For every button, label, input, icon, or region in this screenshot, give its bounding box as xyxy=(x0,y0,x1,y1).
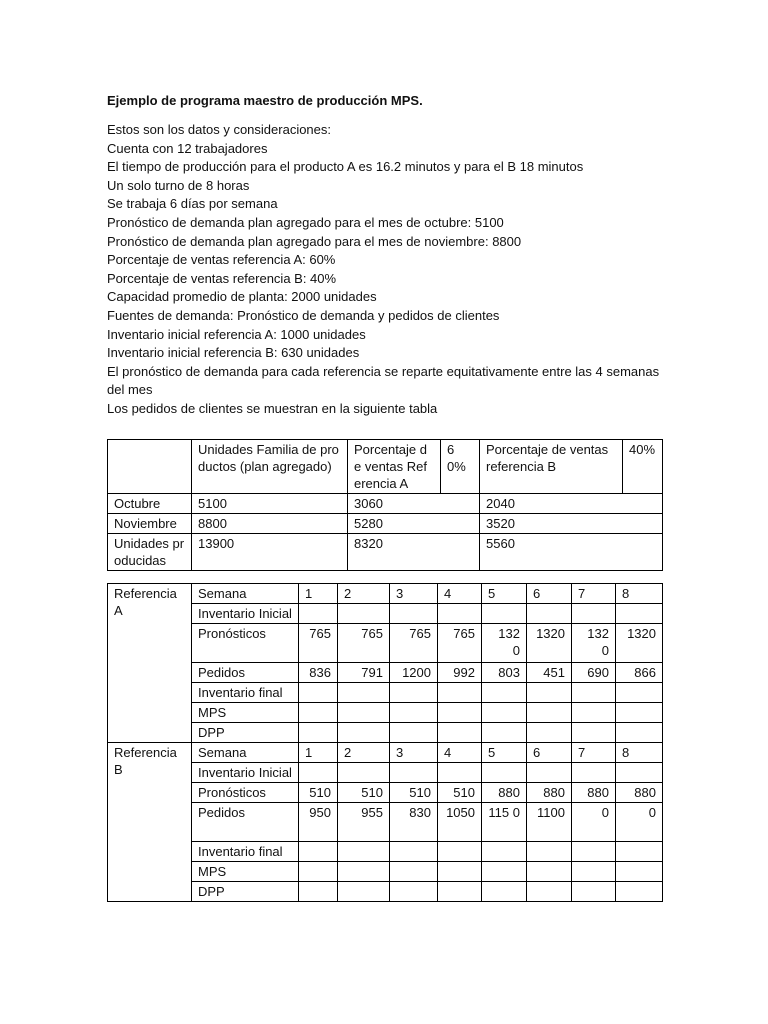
table-row-inv-final xyxy=(108,683,663,703)
table-cell xyxy=(338,862,390,882)
table-cell xyxy=(390,882,438,902)
table-cell xyxy=(572,604,616,624)
table-cell: 6 xyxy=(527,743,572,763)
table-cell xyxy=(299,723,338,743)
table-row-pedidos xyxy=(108,663,663,683)
mps-table xyxy=(107,583,663,902)
table-cell: 115 0 xyxy=(482,803,527,842)
table-cell: 132 0 xyxy=(572,624,616,663)
table-cell: 880 xyxy=(527,783,572,803)
table-cell: Porcentaje de ventas referencia B xyxy=(480,440,623,494)
text-line: Porcentaje de ventas referencia A: 60% xyxy=(107,252,336,268)
table-cell: 3520 xyxy=(480,514,663,534)
table-cell xyxy=(482,882,527,902)
row-label: Semana xyxy=(192,584,299,604)
table-row xyxy=(108,534,663,571)
table-row-inv-inicial xyxy=(108,763,663,783)
table-cell xyxy=(616,703,663,723)
table-cell: 830 xyxy=(390,803,438,842)
table-cell xyxy=(390,763,438,783)
row-label: Pronósticos xyxy=(192,624,299,663)
table-cell xyxy=(527,862,572,882)
text-line: Se trabaja 6 días por semana xyxy=(107,196,278,212)
table-cell xyxy=(338,604,390,624)
table-row-pedidos xyxy=(108,803,663,842)
text-line: Cuenta con 12 trabajadores xyxy=(107,140,268,156)
row-label: Inventario Inicial xyxy=(192,763,299,783)
table-cell xyxy=(482,723,527,743)
table-cell: 765 xyxy=(390,624,438,663)
table-cell xyxy=(616,882,663,902)
table-cell xyxy=(482,842,527,862)
table-row-semana xyxy=(108,584,663,604)
table-cell xyxy=(299,683,338,703)
table-cell xyxy=(338,763,390,783)
table-cell xyxy=(438,882,482,902)
table-cell: 7 xyxy=(572,584,616,604)
table-cell xyxy=(338,842,390,862)
table-cell: 4 xyxy=(438,743,482,763)
table-cell: 5 xyxy=(482,743,527,763)
table-cell xyxy=(299,842,338,862)
table-cell xyxy=(616,723,663,743)
table-cell: 5560 xyxy=(480,534,663,571)
table-cell: 3 xyxy=(390,584,438,604)
table-cell xyxy=(527,882,572,902)
table-cell xyxy=(390,862,438,882)
text-line: Pronóstico de demanda plan agregado para el mes de noviembre: 8800 xyxy=(107,233,522,249)
table-cell: 8 xyxy=(616,743,663,763)
row-label: Pedidos xyxy=(192,803,299,842)
table-cell xyxy=(108,440,192,494)
table-cell: 8800 xyxy=(192,514,348,534)
text-line: El pronóstico de demanda para cada referencia se reparte equitativamente entre las 4 semanas del mes xyxy=(107,363,660,398)
table-cell xyxy=(527,703,572,723)
row-label: MPS xyxy=(192,862,299,882)
table-cell: 1200 xyxy=(390,663,438,683)
table-cell: 791 xyxy=(338,663,390,683)
table-cell: 765 xyxy=(338,624,390,663)
table-row xyxy=(108,494,663,514)
table-cell xyxy=(438,723,482,743)
table-row-dpp xyxy=(108,723,663,743)
row-label: Pedidos xyxy=(192,663,299,683)
table-cell xyxy=(572,703,616,723)
table-cell xyxy=(299,862,338,882)
table-cell: 690 xyxy=(572,663,616,683)
table-cell: 955 xyxy=(338,803,390,842)
aggregate-plan-table xyxy=(107,439,663,571)
table-cell xyxy=(438,683,482,703)
table-cell: 5 xyxy=(482,584,527,604)
table-cell: 1320 xyxy=(616,624,663,663)
table-cell xyxy=(527,683,572,703)
table-cell xyxy=(338,882,390,902)
table-cell: 510 xyxy=(390,783,438,803)
row-label: Semana xyxy=(192,743,299,763)
table-cell: 1050 xyxy=(438,803,482,842)
table-cell xyxy=(299,604,338,624)
table-cell xyxy=(482,683,527,703)
text-line: Inventario inicial referencia A: 1000 unidades xyxy=(107,326,366,342)
text-line: El tiempo de producción para el producto A es 16.2 minutos y para el B 18 minutos xyxy=(107,159,584,175)
table-cell: 40% xyxy=(623,440,663,494)
text-line: Pronóstico de demanda plan agregado para el mes de octubre: 5100 xyxy=(107,214,504,230)
table-cell: 0 xyxy=(616,803,663,842)
considerations-list xyxy=(107,121,667,419)
document-title: Ejemplo de programa maestro de producción MPS. xyxy=(107,93,423,108)
row-label: MPS xyxy=(192,703,299,723)
table-row-inv-final xyxy=(108,842,663,862)
table-cell xyxy=(390,683,438,703)
table-cell: 1320 xyxy=(527,624,572,663)
table-cell xyxy=(299,882,338,902)
table-cell: 0 xyxy=(572,803,616,842)
table-cell xyxy=(572,842,616,862)
table-cell xyxy=(616,763,663,783)
table-cell xyxy=(438,763,482,783)
row-label: Octubre xyxy=(108,494,192,514)
table-cell: 992 xyxy=(438,663,482,683)
table-cell: 8320 xyxy=(348,534,480,571)
table-cell xyxy=(438,604,482,624)
table-cell xyxy=(338,683,390,703)
text-line: Los pedidos de clientes se muestran en la siguiente tabla xyxy=(107,400,438,416)
table-cell: 7 xyxy=(572,743,616,763)
table-cell xyxy=(572,763,616,783)
row-label: Inventario final xyxy=(192,683,299,703)
table-cell: Porcentaje de ventas Referencia A xyxy=(348,440,441,494)
table-cell: 510 xyxy=(299,783,338,803)
reference-name: Referencia B xyxy=(108,743,192,902)
table-cell: 132 0 xyxy=(482,624,527,663)
table-cell: 866 xyxy=(616,663,663,683)
table-cell: 765 xyxy=(299,624,338,663)
table-cell: 3060 xyxy=(348,494,480,514)
table-cell: 451 xyxy=(527,663,572,683)
table-cell xyxy=(527,604,572,624)
table-cell xyxy=(390,723,438,743)
table-row-mps xyxy=(108,862,663,882)
row-label: Unidades producidas xyxy=(108,534,192,571)
table-cell: 510 xyxy=(438,783,482,803)
row-label: Noviembre xyxy=(108,514,192,534)
table-cell: 1100 xyxy=(527,803,572,842)
table-cell xyxy=(299,763,338,783)
table-cell: 2 xyxy=(338,584,390,604)
table-cell: Unidades Familia de productos (plan agregado) xyxy=(192,440,348,494)
table-cell: 803 xyxy=(482,663,527,683)
text-line: Fuentes de demanda: Pronóstico de demanda y pedidos de clientes xyxy=(107,307,500,323)
table-row-dpp xyxy=(108,882,663,902)
table-cell: 2 xyxy=(338,743,390,763)
table-cell: 880 xyxy=(572,783,616,803)
table-cell: 8 xyxy=(616,584,663,604)
text-line: Porcentaje de ventas referencia B: 40% xyxy=(107,270,337,286)
table-cell: 60% xyxy=(441,440,480,494)
table-cell xyxy=(390,703,438,723)
row-label: Inventario final xyxy=(192,842,299,862)
table-cell xyxy=(572,683,616,703)
table-cell xyxy=(299,703,338,723)
text-line: Capacidad promedio de planta: 2000 unidades xyxy=(107,289,377,305)
table-cell xyxy=(338,723,390,743)
table-row-inv-inicial xyxy=(108,604,663,624)
table-row xyxy=(108,514,663,534)
table-cell: 2040 xyxy=(480,494,663,514)
table-cell: 765 xyxy=(438,624,482,663)
table-cell xyxy=(616,842,663,862)
table-cell xyxy=(527,763,572,783)
table-row-pronosticos xyxy=(108,624,663,663)
table-cell: 5280 xyxy=(348,514,480,534)
table-cell: 1 xyxy=(299,743,338,763)
row-label: Pronósticos xyxy=(192,783,299,803)
table-cell: 880 xyxy=(616,783,663,803)
table-cell xyxy=(482,862,527,882)
row-label: Inventario Inicial xyxy=(192,604,299,624)
table-cell xyxy=(572,862,616,882)
table-cell: 880 xyxy=(482,783,527,803)
mps-table-body xyxy=(108,584,663,902)
table-cell: 6 xyxy=(527,584,572,604)
table-cell xyxy=(572,723,616,743)
table-row-mps xyxy=(108,703,663,723)
table-row-semana xyxy=(108,743,663,763)
table-cell xyxy=(438,703,482,723)
table-cell: 3 xyxy=(390,743,438,763)
table-cell xyxy=(527,842,572,862)
table-cell xyxy=(527,723,572,743)
table-cell xyxy=(616,683,663,703)
table-cell: 510 xyxy=(338,783,390,803)
table-cell: 5100 xyxy=(192,494,348,514)
table-cell xyxy=(338,703,390,723)
text-line: Inventario inicial referencia B: 630 unidades xyxy=(107,345,360,361)
text-line: Un solo turno de 8 horas xyxy=(107,177,250,193)
table-cell xyxy=(390,842,438,862)
table-cell: 1 xyxy=(299,584,338,604)
table-row-pronosticos xyxy=(108,783,663,803)
table-cell xyxy=(616,604,663,624)
table-cell: 950 xyxy=(299,803,338,842)
table-cell: 13900 xyxy=(192,534,348,571)
table-cell xyxy=(482,703,527,723)
table-cell xyxy=(438,842,482,862)
reference-name: Referencia A xyxy=(108,584,192,743)
table-cell: 836 xyxy=(299,663,338,683)
table-cell xyxy=(390,604,438,624)
text-line: Estos son los datos y consideraciones: xyxy=(107,122,332,137)
table-cell xyxy=(572,882,616,902)
row-label: DPP xyxy=(192,723,299,743)
row-label: DPP xyxy=(192,882,299,902)
table-cell xyxy=(438,862,482,882)
table-cell xyxy=(482,604,527,624)
table-cell: 4 xyxy=(438,584,482,604)
table-cell xyxy=(616,862,663,882)
table-cell xyxy=(482,763,527,783)
